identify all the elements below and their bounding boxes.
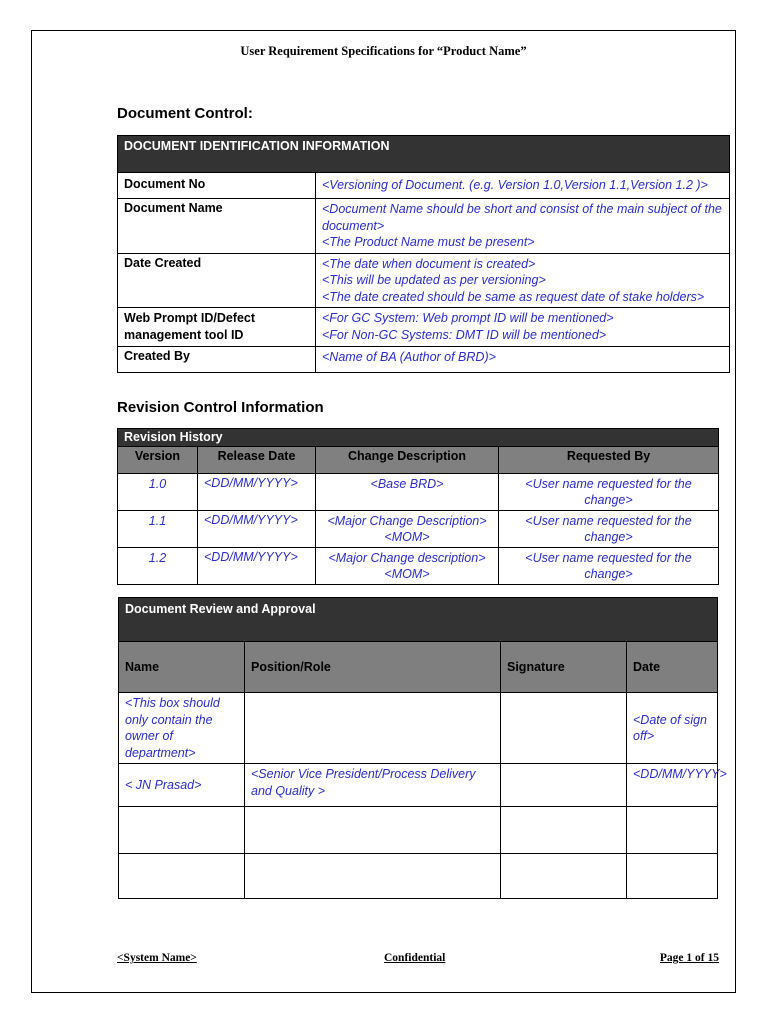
signature-cell xyxy=(501,854,627,899)
approver-name-cell xyxy=(119,854,245,899)
table-row xyxy=(119,854,718,899)
table-row xyxy=(118,511,719,548)
requested-by-cell: <User name requested for the change> xyxy=(499,548,719,585)
doc-id-value: <The date when document is created> <This will be updated as per versioning> <The date created should be same as request date of stake holders> xyxy=(316,253,730,308)
doc-id-value: <Document Name should be short and consist of the main subject of the document> <The Product Name must be present> xyxy=(316,199,730,254)
column-header: Requested By xyxy=(499,447,719,474)
revision-table-title: Revision History xyxy=(118,429,719,447)
table-row xyxy=(119,764,718,807)
release-date-cell: <DD/MM/YYYY> xyxy=(198,548,316,585)
date-cell: <Date of sign off> xyxy=(627,693,718,764)
doc-id-label: Document Name xyxy=(118,199,316,254)
position-cell: <Senior Vice President/Process Delivery and Quality > xyxy=(245,764,501,807)
release-date-cell: <DD/MM/YYYY> xyxy=(198,511,316,548)
footer-system-name: <System Name> xyxy=(117,952,197,964)
revision-history-table xyxy=(117,428,719,585)
table-row xyxy=(119,807,718,854)
doc-id-value: <For GC System: Web prompt ID will be mentioned> <For Non-GC Systems: DMT ID will be mentioned> xyxy=(316,308,730,347)
approver-name-cell: <This box should only contain the owner of department> xyxy=(119,693,245,764)
date-cell xyxy=(627,807,718,854)
doc-id-value: <Versioning of Document. (e.g. Version 1.0,Version 1.1,Version 1.2 )> xyxy=(316,173,730,199)
doc-id-label: Created By xyxy=(118,347,316,373)
column-header: Name xyxy=(119,642,245,693)
doc-id-label: Date Created xyxy=(118,253,316,308)
version-cell: 1.0 xyxy=(118,474,198,511)
review-approval-table xyxy=(118,597,727,899)
signature-cell xyxy=(501,764,627,807)
column-header: Signature xyxy=(501,642,627,693)
document-control-title: Document Control: xyxy=(117,105,253,122)
column-header: Date xyxy=(627,642,718,693)
date-cell xyxy=(627,854,718,899)
column-header: Version xyxy=(118,447,198,474)
revision-control-title: Revision Control Information xyxy=(117,399,324,416)
approval-table-title: Document Review and Approval xyxy=(119,598,718,642)
version-cell: 1.2 xyxy=(118,548,198,585)
document-identification-table xyxy=(117,135,730,373)
signature-cell xyxy=(501,693,627,764)
approver-name-cell xyxy=(119,807,245,854)
footer-confidential: Confidential xyxy=(384,952,446,964)
position-cell xyxy=(245,807,501,854)
doc-id-table-title: DOCUMENT IDENTIFICATION INFORMATION xyxy=(118,136,730,173)
column-header: Change Description xyxy=(316,447,499,474)
doc-id-value: <Name of BA (Author of BRD)> xyxy=(316,347,730,373)
approver-name-cell: < JN Prasad> xyxy=(119,764,245,807)
table-row xyxy=(118,474,719,511)
page-header: User Requirement Specifications for “Product Name” xyxy=(240,44,527,58)
date-cell: <DD/MM/YYYY> xyxy=(627,764,718,807)
doc-id-label: Web Prompt ID/Defect management tool ID xyxy=(118,308,316,347)
version-cell: 1.1 xyxy=(118,511,198,548)
footer-page-number: Page 1 of 15 xyxy=(659,952,719,964)
doc-id-label: Document No xyxy=(118,173,316,199)
column-header: Release Date xyxy=(198,447,316,474)
requested-by-cell: <User name requested for the change> xyxy=(499,511,719,548)
column-header: Position/Role xyxy=(245,642,501,693)
signature-cell xyxy=(501,807,627,854)
release-date-cell: <DD/MM/YYYY> xyxy=(198,474,316,511)
position-cell xyxy=(245,854,501,899)
table-row xyxy=(119,693,718,764)
document-page xyxy=(31,30,736,993)
change-description-cell: <Base BRD> xyxy=(316,474,499,511)
requested-by-cell: <User name requested for the change> xyxy=(499,474,719,511)
change-description-cell: <Major Change description><MOM> xyxy=(316,548,499,585)
table-row xyxy=(118,548,719,585)
change-description-cell: <Major Change Description><MOM> xyxy=(316,511,499,548)
position-cell xyxy=(245,693,501,764)
